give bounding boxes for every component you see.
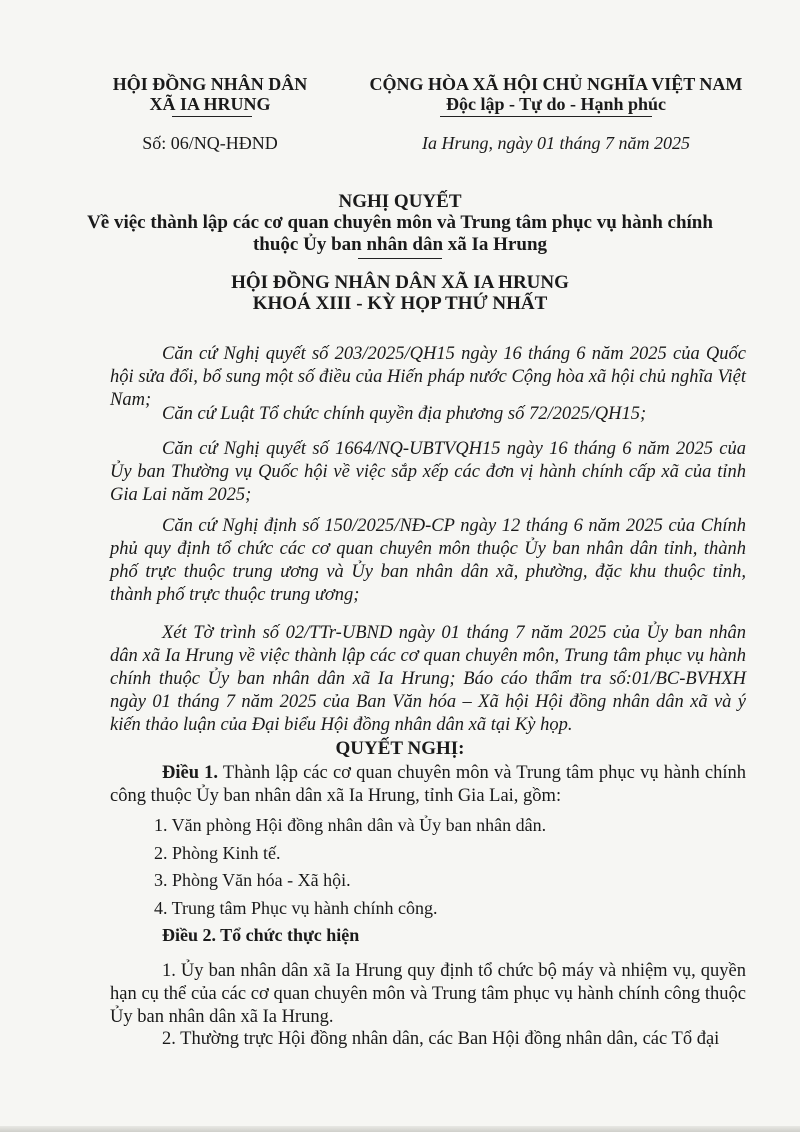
article-1-item: 2. Phòng Kinh tế. bbox=[154, 843, 281, 863]
article-2-heading: Điều 2. Tổ chức thực hiện bbox=[162, 925, 360, 945]
preamble-paragraph: Căn cứ Nghị quyết số 203/2025/QH15 ngày 16 tháng 6 năm 2025 của Quốc hội sửa đổi, bổ sung một số điều của Hiến pháp nước Cộng hòa xã hội chủ nghĩa Việt Nam; bbox=[110, 344, 746, 410]
issuer-line-2: KHOÁ XIII - KỲ HỌP THỨ NHẤT bbox=[252, 293, 548, 314]
document-number: Số: 06/NQ-HĐND bbox=[142, 133, 278, 153]
subject-underline bbox=[358, 258, 442, 259]
article-2-item: 1. Ủy ban nhân dân xã Ia Hrung quy định tổ chức bộ máy và nhiệm vụ, quyền hạn cụ thể của các cơ quan chuyên môn và Trung tâm phục vụ hành chính công thuộc Ủy ban nhân dân xã Ia Hrung. bbox=[110, 961, 746, 1027]
issuer-line-1: HỘI ĐỒNG NHÂN DÂN XÃ IA HRUNG bbox=[231, 272, 569, 293]
preamble-paragraph: Căn cứ Nghị định số 150/2025/NĐ-CP ngày 12 tháng 6 năm 2025 của Chính phủ quy định tổ chức các cơ quan chuyên môn thuộc Ủy ban nhân dân tỉnh, thành phố trực thuộc trung ương và Ủy ban nhân dân xã, phường, đặc khu thuộc tỉnh, thành phố trực thuộc trung ương; bbox=[110, 516, 746, 605]
page-edge bbox=[0, 1126, 800, 1132]
preamble-paragraph: Căn cứ Luật Tổ chức chính quyền địa phương số 72/2025/QH15; bbox=[162, 404, 647, 424]
document-type: NGHỊ QUYẾT bbox=[338, 191, 462, 212]
place-date: Ia Hrung, ngày 01 tháng 7 năm 2025 bbox=[422, 133, 690, 153]
preamble-paragraph: Căn cứ Nghị quyết số 1664/NQ-UBTVQH15 ngày 16 tháng 6 năm 2025 của Ủy ban Thường vụ Quốc hội về việc sắp xếp các đơn vị hành chính cấp xã của tỉnh Gia Lai năm 2025; bbox=[110, 439, 746, 505]
article-1-item: 4. Trung tâm Phục vụ hành chính công. bbox=[154, 898, 438, 918]
article-1 bbox=[110, 762, 746, 808]
article-2-item: 2. Thường trực Hội đồng nhân dân, các Ban Hội đồng nhân dân, các Tổ đại bbox=[162, 1029, 720, 1049]
article-1-item: 1. Văn phòng Hội đồng nhân dân và Ủy ban nhân dân. bbox=[154, 815, 547, 835]
article-1-label: Điều 1. bbox=[162, 763, 219, 783]
preamble-paragraph: Xét Tờ trình số 02/TTr-UBND ngày 01 tháng 7 năm 2025 của Ủy ban nhân dân xã Ia Hrung về việc thành lập các cơ quan chuyên môn, Trung tâm phục vụ hành chính thuộc Ủy ban nhân dân xã Ia Hrung; Báo cáo thẩm tra số:01/BC-BVHXH ngày 01 tháng 7 năm 2025 của Ban Văn hóa – Xã hội Hội đồng nhân dân xã và ý kiến thảo luận của Đại biểu Hội đồng nhân dân xã tại Kỳ họp. bbox=[110, 623, 746, 735]
motto-underline bbox=[440, 116, 652, 117]
subject-line-2: thuộc Ủy ban nhân dân xã Ia Hrung bbox=[252, 234, 548, 255]
article-1-item: 3. Phòng Văn hóa - Xã hội. bbox=[154, 870, 351, 890]
national-motto: Độc lập - Tự do - Hạnh phúc bbox=[445, 94, 667, 114]
article-1-text: Thành lập các cơ quan chuyên môn và Trung tâm phục vụ hành chính công thuộc Ủy ban nhân dân xã Ia Hrung, tỉnh Gia Lai, gồm: bbox=[110, 763, 746, 806]
council-name: HỘI ĐỒNG NHÂN DÂN bbox=[112, 74, 308, 94]
country-name: CỘNG HÒA XÃ HỘI CHỦ NGHĨA VIỆT NAM bbox=[369, 74, 743, 94]
subject-line-1: Về việc thành lập các cơ quan chuyên môn và Trung tâm phục vụ hành chính bbox=[87, 212, 713, 233]
commune-name: XÃ IA HRUNG bbox=[149, 94, 271, 114]
commune-underline bbox=[172, 116, 252, 117]
resolve-heading: QUYẾT NGHỊ: bbox=[335, 738, 465, 759]
